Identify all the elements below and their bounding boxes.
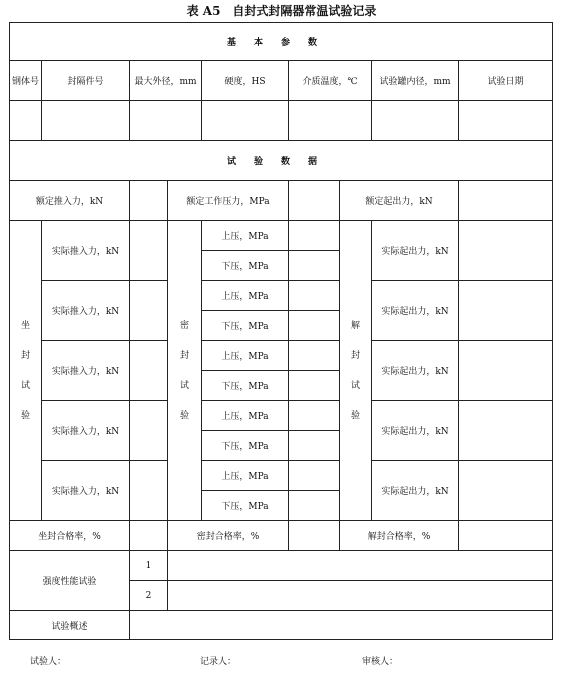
table-title: 表 A5 自封式封隔器常温试验记录	[186, 4, 377, 18]
cell-actual-push[interactable]	[130, 401, 168, 461]
cell-unseal-pass-rate[interactable]	[459, 521, 553, 551]
label-rated-pressure: 额定工作压力，MPa	[168, 181, 289, 221]
cell-rated-push[interactable]	[130, 181, 168, 221]
cell-actual-push[interactable]	[130, 461, 168, 521]
group-sit-test: 坐 封 试 验	[10, 221, 42, 521]
cell-test-date[interactable]	[459, 101, 553, 141]
label-actual-pull: 实际起出力，kN	[372, 461, 459, 521]
cell-upper-pressure[interactable]	[289, 401, 340, 431]
cell-tank-id[interactable]	[372, 101, 459, 141]
cell-hardness[interactable]	[202, 101, 289, 141]
cell-upper-pressure[interactable]	[289, 461, 340, 491]
label-lower-pressure: 下压，MPa	[202, 371, 289, 401]
section-test-data: 试验数据	[10, 141, 553, 181]
cell-rated-pressure[interactable]	[289, 181, 340, 221]
label-upper-pressure: 上压，MPa	[202, 461, 289, 491]
cell-upper-pressure[interactable]	[289, 221, 340, 251]
cell-seal-pass-rate[interactable]	[289, 521, 340, 551]
cell-steel-body-no[interactable]	[10, 101, 42, 141]
cell-upper-pressure[interactable]	[289, 281, 340, 311]
cell-sit-pass-rate[interactable]	[130, 521, 168, 551]
label-actual-pull: 实际起出力，kN	[372, 221, 459, 281]
label-lower-pressure: 下压，MPa	[202, 491, 289, 521]
cell-strength-1[interactable]	[168, 551, 553, 581]
cell-lower-pressure[interactable]	[289, 371, 340, 401]
cell-lower-pressure[interactable]	[289, 311, 340, 341]
label-seal-pass-rate: 密封合格率，%	[168, 521, 289, 551]
cell-max-od[interactable]	[130, 101, 202, 141]
label-strength-test: 强度性能试验	[10, 551, 130, 611]
cell-actual-push[interactable]	[130, 221, 168, 281]
label-actual-push: 实际推入力，kN	[42, 281, 130, 341]
label-upper-pressure: 上压，MPa	[202, 401, 289, 431]
strength-row-number: 1	[130, 551, 168, 581]
label-unseal-pass-rate: 解封合格率，%	[340, 521, 459, 551]
cell-actual-pull[interactable]	[459, 461, 553, 521]
label-actual-push: 实际推入力，kN	[42, 461, 130, 521]
header-max-od: 最大外径，mm	[130, 61, 202, 101]
test-record-table	[9, 22, 553, 640]
header-test-date: 试验日期	[459, 61, 553, 101]
cell-rated-pull[interactable]	[459, 181, 553, 221]
label-actual-pull: 实际起出力，kN	[372, 341, 459, 401]
footer-tester: 试验人：	[30, 657, 67, 667]
label-upper-pressure: 上压，MPa	[202, 341, 289, 371]
cell-medium-temp[interactable]	[289, 101, 372, 141]
cell-actual-push[interactable]	[130, 341, 168, 401]
group-unseal-test: 解 封 试 验	[340, 221, 372, 521]
cell-strength-2[interactable]	[168, 581, 553, 611]
cell-actual-pull[interactable]	[459, 341, 553, 401]
label-upper-pressure: 上压，MPa	[202, 221, 289, 251]
header-medium-temp: 介质温度，℃	[289, 61, 372, 101]
cell-lower-pressure[interactable]	[289, 491, 340, 521]
cell-packer-element-no[interactable]	[42, 101, 130, 141]
label-upper-pressure: 上压，MPa	[202, 281, 289, 311]
label-actual-pull: 实际起出力，kN	[372, 281, 459, 341]
cell-actual-push[interactable]	[130, 281, 168, 341]
header-hardness: 硬度，HS	[202, 61, 289, 101]
label-test-summary: 试验概述	[10, 611, 130, 640]
cell-actual-pull[interactable]	[459, 221, 553, 281]
label-lower-pressure: 下压，MPa	[202, 431, 289, 461]
label-actual-push: 实际推入力，kN	[42, 401, 130, 461]
group-seal-test: 密 封 试 验	[168, 221, 202, 521]
footer-recorder: 记录人：	[200, 657, 237, 667]
label-actual-push: 实际推入力，kN	[42, 221, 130, 281]
label-rated-push: 额定推入力，kN	[10, 181, 130, 221]
cell-actual-pull[interactable]	[459, 281, 553, 341]
footer-reviewer: 审核人：	[362, 657, 399, 667]
header-steel-body-no: 钢体号	[10, 61, 42, 101]
section-basic-params: 基本参数	[10, 23, 553, 61]
cell-lower-pressure[interactable]	[289, 431, 340, 461]
header-tank-id: 试验罐内径，mm	[372, 61, 459, 101]
label-lower-pressure: 下压，MPa	[202, 251, 289, 281]
cell-lower-pressure[interactable]	[289, 251, 340, 281]
label-actual-pull: 实际起出力，kN	[372, 401, 459, 461]
cell-actual-pull[interactable]	[459, 401, 553, 461]
cell-test-summary[interactable]	[130, 611, 553, 640]
cell-upper-pressure[interactable]	[289, 341, 340, 371]
header-packer-element-no: 封隔件号	[42, 61, 130, 101]
label-sit-pass-rate: 坐封合格率，%	[10, 521, 130, 551]
label-actual-push: 实际推入力，kN	[42, 341, 130, 401]
strength-row-number: 2	[130, 581, 168, 611]
label-rated-pull: 额定起出力，kN	[340, 181, 459, 221]
label-lower-pressure: 下压，MPa	[202, 311, 289, 341]
